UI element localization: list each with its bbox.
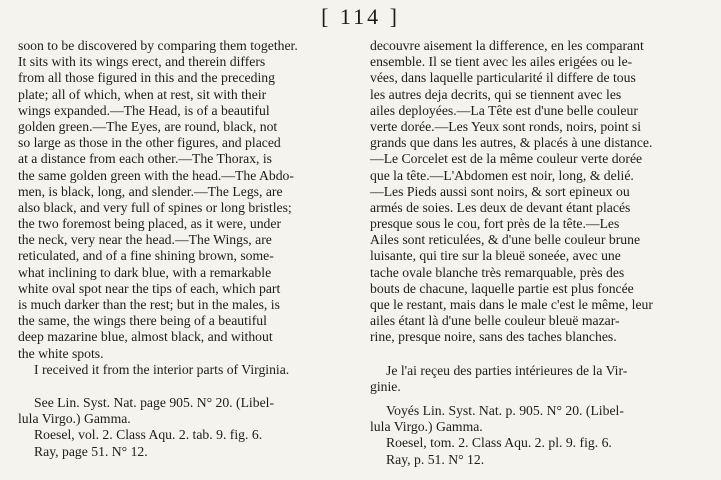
text-line: white oval spot near the tips of each, which part <box>18 280 281 296</box>
reference-line: Roesel, tom. 2. Class Aqu. 2. pl. 9. fig. 6. <box>386 435 612 451</box>
text-line: so large as those in the other figures, and placed <box>18 135 281 151</box>
text-line: is much darker than the rest; but in the males, is <box>18 297 280 312</box>
text-line: Ailes sont reticulées, & d'une belle couleur brune <box>370 232 641 248</box>
provenance-line: I received it from the interior parts of Virginia. <box>34 361 290 377</box>
text-line: the two foremost being placed, as it were, under <box>18 216 282 232</box>
page-number: [ 114 ] <box>321 4 400 29</box>
text-line: les autres deja decrits, qui se tiennent avec les <box>370 86 622 102</box>
reference-line: lula Virgo.) Gamma. <box>370 419 483 435</box>
text-line: what inclining to dark blue, with a remarkable <box>18 264 272 280</box>
text-line: vées, dans laquelle particularité il differe de tous <box>370 70 636 86</box>
text-line: verte dorée.—Les Yeux sont ronds, noirs, point si <box>370 118 642 134</box>
text-line: soon to be discovered by comparing them together. <box>18 38 298 53</box>
text-line: wings expanded.—The Head, is of a beautiful <box>18 102 270 118</box>
reference-line: lula Virgo.) Gamma. <box>18 411 131 427</box>
text-line: presque sous le cou, fort près de la tête.—Les <box>370 216 620 232</box>
text-line: men, is black, long, and slender.—The Legs, are <box>18 183 283 199</box>
english-column <box>18 38 362 460</box>
reference-line: Ray, page 51. N° 12. <box>34 443 148 459</box>
reference-line: Roesel, vol. 2. Class Aqu. 2. tab. 9. fig. 6. <box>34 427 263 443</box>
text-line: decouvre aisement la difference, en les comparant <box>370 38 644 53</box>
text-line: bouts de chacune, laquelle partie est plus foncée <box>370 280 634 296</box>
text-line: It sits with its wings erect, and therein differs <box>18 54 266 70</box>
text-line: —Le Corcelet est de la même couleur verte dorée <box>370 151 643 167</box>
provenance-line: Je l'ai reçeu des parties intérieures de la Vir- <box>386 362 628 378</box>
text-line: luisante, qui tire sur la bleuë soneée, avec une <box>370 248 621 264</box>
text-line: the neck, very near the head.—The Wings, are <box>18 232 272 248</box>
reference-line: Ray, p. 51. N° 12. <box>386 451 485 467</box>
text-line: ailes étant là d'une belle couleur bleuë mazar- <box>370 313 620 329</box>
text-line: the same golden green with the head.—The Abdo- <box>18 167 294 183</box>
reference-line: Voyés Lin. Syst. Nat. p. 905. N° 20. (Libel- <box>386 402 624 418</box>
text-line: deep mazarine blue, almost black, and without <box>18 329 273 345</box>
text-line: reticulated, and of a fine shining brown, some- <box>18 248 274 264</box>
text-line: ailes deployées.—La Tête est d'une belle couleur <box>370 102 638 118</box>
text-line: rine, presque noire, sans des taches blanches. <box>370 329 617 345</box>
text-line: plate; all of which, when at rest, sit with their <box>18 86 267 102</box>
text-line: que la tête.—L'Abdomen est noir, long, & delié. <box>370 167 634 183</box>
french-column <box>370 38 710 468</box>
text-line: from all those figured in this and the preceding <box>18 70 275 86</box>
text-line: —Les Pieds aussi sont noirs, & sort epineux ou <box>370 183 630 199</box>
text-line: golden green.—The Eyes, are round, black, not <box>18 118 278 134</box>
text-line: grands que dans les autres, & placés à une distance. <box>370 135 653 151</box>
text-line: armés de soies. Les deux de devant étant placés <box>370 199 631 215</box>
text-line: ensemble. Il se tient avec les ailes erigées ou le- <box>370 54 633 70</box>
text-line: que le restant, mais dans le male c'est le même, leur <box>370 297 653 312</box>
reference-line: See Lin. Syst. Nat. page 905. N° 20. (Libel- <box>34 394 275 410</box>
text-line: also black, and very full of spines or long bristles; <box>18 199 292 215</box>
provenance-line: ginie. <box>370 378 401 394</box>
text-line: tache ovale blanche très remarquable, près des <box>370 264 625 280</box>
text-line: at a distance from each other.—The Thorax, is <box>18 151 273 167</box>
text-line: the white spots. <box>18 345 104 361</box>
text-line: the same, the wings there being of a beautiful <box>18 313 267 329</box>
